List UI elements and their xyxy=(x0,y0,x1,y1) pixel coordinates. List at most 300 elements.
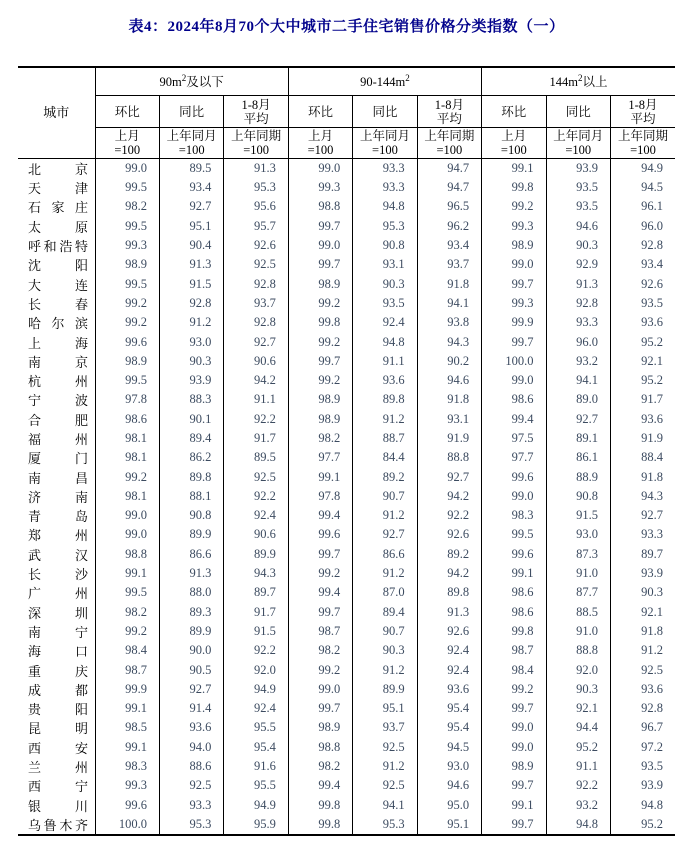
value-cell: 94.8 xyxy=(353,197,417,216)
value-cell: 94.7 xyxy=(417,159,481,179)
value-cell: 87.7 xyxy=(546,583,610,602)
city-cell xyxy=(18,545,95,564)
value-cell: 91.5 xyxy=(546,506,610,525)
value-cell: 97.2 xyxy=(610,738,675,757)
value-cell: 93.6 xyxy=(353,371,417,390)
value-cell: 92.8 xyxy=(546,294,610,313)
value-cell: 99.6 xyxy=(95,332,159,351)
value-cell: 98.9 xyxy=(482,236,546,255)
city-name: 太原 xyxy=(28,219,88,235)
city-cell xyxy=(18,718,95,737)
value-cell: 87.3 xyxy=(546,545,610,564)
value-cell: 92.0 xyxy=(224,660,288,679)
value-cell: 92.2 xyxy=(224,487,288,506)
value-cell: 92.6 xyxy=(417,525,481,544)
value-cell: 94.9 xyxy=(224,796,288,815)
value-cell: 95.1 xyxy=(159,217,223,236)
value-cell: 99.0 xyxy=(482,371,546,390)
value-cell: 93.3 xyxy=(353,159,417,179)
value-cell: 98.1 xyxy=(95,429,159,448)
value-cell: 99.1 xyxy=(95,699,159,718)
value-cell: 91.1 xyxy=(353,352,417,371)
value-cell: 88.0 xyxy=(159,583,223,602)
value-cell: 99.5 xyxy=(95,583,159,602)
value-cell: 96.0 xyxy=(546,332,610,351)
base-header-row xyxy=(18,128,675,159)
value-cell: 93.5 xyxy=(610,757,675,776)
value-cell: 91.1 xyxy=(546,757,610,776)
value-cell: 90.8 xyxy=(159,506,223,525)
base-header-same-month: 上年同月 =100 xyxy=(546,128,610,159)
value-cell: 90.3 xyxy=(353,641,417,660)
city-name: 合肥 xyxy=(28,412,88,428)
value-cell: 92.7 xyxy=(224,332,288,351)
value-cell: 98.2 xyxy=(288,757,352,776)
value-cell: 90.0 xyxy=(159,641,223,660)
city-name: 呼和浩特 xyxy=(28,239,88,255)
value-cell: 89.4 xyxy=(353,603,417,622)
value-cell: 90.4 xyxy=(159,236,223,255)
value-cell: 90.3 xyxy=(546,680,610,699)
value-cell: 99.2 xyxy=(95,467,159,486)
value-cell: 98.2 xyxy=(288,641,352,660)
value-cell: 94.3 xyxy=(417,332,481,351)
value-cell: 90.3 xyxy=(353,274,417,293)
city-column-header: 城市 xyxy=(18,67,95,159)
value-cell: 87.0 xyxy=(353,583,417,602)
value-cell: 92.8 xyxy=(610,236,675,255)
city-cell xyxy=(18,255,95,274)
value-cell: 92.5 xyxy=(159,776,223,795)
table-row xyxy=(18,796,675,815)
value-cell: 92.5 xyxy=(353,738,417,757)
value-cell: 94.4 xyxy=(546,718,610,737)
value-cell: 99.2 xyxy=(288,332,352,351)
value-cell: 99.7 xyxy=(288,603,352,622)
value-cell: 99.8 xyxy=(288,313,352,332)
city-name: 成都 xyxy=(28,682,88,698)
value-cell: 98.3 xyxy=(482,506,546,525)
value-cell: 97.5 xyxy=(482,429,546,448)
table-row xyxy=(18,738,675,757)
value-cell: 99.6 xyxy=(288,525,352,544)
value-cell: 89.4 xyxy=(159,429,223,448)
value-cell: 93.5 xyxy=(353,294,417,313)
value-cell: 99.7 xyxy=(482,332,546,351)
value-cell: 99.7 xyxy=(288,255,352,274)
value-cell: 91.1 xyxy=(224,390,288,409)
value-cell: 94.2 xyxy=(417,487,481,506)
value-cell: 93.5 xyxy=(546,178,610,197)
value-cell: 93.6 xyxy=(159,718,223,737)
value-cell: 92.8 xyxy=(224,274,288,293)
city-name: 石家庄 xyxy=(28,200,88,216)
value-cell: 91.2 xyxy=(610,641,675,660)
city-name: 长春 xyxy=(28,296,88,312)
value-cell: 98.9 xyxy=(288,390,352,409)
value-cell: 86.6 xyxy=(159,545,223,564)
value-cell: 94.1 xyxy=(546,371,610,390)
value-cell: 92.4 xyxy=(353,313,417,332)
value-cell: 99.2 xyxy=(288,660,352,679)
value-cell: 94.0 xyxy=(159,738,223,757)
city-cell xyxy=(18,641,95,660)
value-cell: 91.3 xyxy=(159,564,223,583)
value-cell: 99.8 xyxy=(482,178,546,197)
value-cell: 99.4 xyxy=(288,506,352,525)
value-cell: 94.6 xyxy=(546,217,610,236)
value-cell: 96.2 xyxy=(417,217,481,236)
value-cell: 90.6 xyxy=(224,352,288,371)
value-cell: 99.2 xyxy=(95,313,159,332)
value-cell: 99.2 xyxy=(482,197,546,216)
city-name: 上海 xyxy=(28,335,88,351)
value-cell: 99.7 xyxy=(288,545,352,564)
value-cell: 89.8 xyxy=(417,583,481,602)
table-row xyxy=(18,332,675,351)
value-cell: 92.7 xyxy=(546,410,610,429)
value-cell: 93.3 xyxy=(546,313,610,332)
table-row xyxy=(18,352,675,371)
value-cell: 95.4 xyxy=(417,699,481,718)
value-cell: 98.2 xyxy=(95,197,159,216)
value-cell: 92.5 xyxy=(224,467,288,486)
value-cell: 99.0 xyxy=(482,487,546,506)
city-cell xyxy=(18,332,95,351)
value-cell: 91.2 xyxy=(353,564,417,583)
value-cell: 90.2 xyxy=(417,352,481,371)
value-cell: 91.2 xyxy=(353,660,417,679)
value-cell: 94.5 xyxy=(610,178,675,197)
value-cell: 93.4 xyxy=(159,178,223,197)
value-cell: 99.1 xyxy=(482,796,546,815)
value-cell: 91.2 xyxy=(353,410,417,429)
value-cell: 90.3 xyxy=(546,236,610,255)
city-name: 沈阳 xyxy=(28,258,88,274)
table-row xyxy=(18,603,675,622)
value-cell: 99.3 xyxy=(482,217,546,236)
col-group-144-above: $144m^2$以上 xyxy=(482,67,675,96)
value-cell: 95.2 xyxy=(610,332,675,351)
value-cell: 92.2 xyxy=(546,776,610,795)
value-cell: 89.7 xyxy=(610,545,675,564)
city-name: 西安 xyxy=(28,740,88,756)
value-cell: 98.9 xyxy=(288,410,352,429)
value-cell: 99.5 xyxy=(95,274,159,293)
value-cell: 92.4 xyxy=(417,660,481,679)
value-cell: 97.8 xyxy=(95,390,159,409)
table-row xyxy=(18,274,675,293)
value-cell: 99.1 xyxy=(482,159,546,179)
value-cell: 99.6 xyxy=(482,467,546,486)
value-cell: 93.2 xyxy=(546,796,610,815)
value-cell: 90.7 xyxy=(353,622,417,641)
value-cell: 84.4 xyxy=(353,448,417,467)
value-cell: 94.7 xyxy=(417,178,481,197)
value-cell: 95.0 xyxy=(417,796,481,815)
sub-header-yoy: 同比 xyxy=(546,96,610,128)
sub-header-yoy: 同比 xyxy=(159,96,223,128)
value-cell: 91.3 xyxy=(224,159,288,179)
city-name: 深圳 xyxy=(28,605,88,621)
city-cell xyxy=(18,564,95,583)
value-cell: 95.3 xyxy=(353,217,417,236)
value-cell: 96.0 xyxy=(610,217,675,236)
value-cell: 88.1 xyxy=(159,487,223,506)
value-cell: 93.6 xyxy=(417,680,481,699)
value-cell: 93.9 xyxy=(546,159,610,179)
value-cell: 95.6 xyxy=(224,197,288,216)
value-cell: 99.2 xyxy=(482,680,546,699)
value-cell: 91.8 xyxy=(610,467,675,486)
value-cell: 97.7 xyxy=(482,448,546,467)
value-cell: 89.9 xyxy=(224,545,288,564)
value-cell: 93.0 xyxy=(546,525,610,544)
value-cell: 90.1 xyxy=(159,410,223,429)
value-cell: 92.2 xyxy=(224,410,288,429)
value-cell: 98.9 xyxy=(95,255,159,274)
value-cell: 98.6 xyxy=(482,583,546,602)
value-cell: 95.5 xyxy=(224,776,288,795)
value-cell: 100.0 xyxy=(482,352,546,371)
value-cell: 93.9 xyxy=(610,776,675,795)
value-cell: 93.4 xyxy=(610,255,675,274)
table-row xyxy=(18,159,675,179)
price-index-table xyxy=(18,66,675,836)
sub-header-mom: 环比 xyxy=(95,96,159,128)
sub-header-avg: 1-8月 平均 xyxy=(610,96,675,128)
value-cell: 88.8 xyxy=(546,641,610,660)
value-cell: 91.3 xyxy=(417,603,481,622)
table-row xyxy=(18,371,675,390)
value-cell: 88.7 xyxy=(353,429,417,448)
sub-header-avg: 1-8月 平均 xyxy=(224,96,288,128)
value-cell: 98.4 xyxy=(482,660,546,679)
table-row xyxy=(18,583,675,602)
value-cell: 89.3 xyxy=(159,603,223,622)
value-cell: 91.2 xyxy=(353,506,417,525)
value-cell: 99.8 xyxy=(288,796,352,815)
value-cell: 99.5 xyxy=(95,371,159,390)
city-name: 广州 xyxy=(28,586,88,602)
value-cell: 98.5 xyxy=(95,718,159,737)
value-cell: 99.0 xyxy=(482,718,546,737)
page-title: 表4：2024年8月70个大中城市二手住宅销售价格分类指数（一） xyxy=(128,19,565,35)
value-cell: 89.8 xyxy=(159,467,223,486)
city-name: 海口 xyxy=(28,644,88,660)
sub-header-row xyxy=(18,96,675,128)
value-cell: 99.1 xyxy=(95,738,159,757)
group-header-row xyxy=(18,67,675,96)
city-name: 长沙 xyxy=(28,567,88,583)
city-name: 银川 xyxy=(28,798,88,814)
value-cell: 86.6 xyxy=(353,545,417,564)
table-row xyxy=(18,815,675,835)
city-cell xyxy=(18,660,95,679)
table-row xyxy=(18,622,675,641)
value-cell: 99.3 xyxy=(482,294,546,313)
value-cell: 92.8 xyxy=(610,699,675,718)
value-cell: 89.9 xyxy=(353,680,417,699)
value-cell: 93.6 xyxy=(610,680,675,699)
value-cell: 91.9 xyxy=(610,429,675,448)
city-cell xyxy=(18,583,95,602)
table-row xyxy=(18,525,675,544)
city-name: 厦门 xyxy=(28,451,88,467)
value-cell: 92.7 xyxy=(159,680,223,699)
value-cell: 92.0 xyxy=(546,660,610,679)
city-cell xyxy=(18,506,95,525)
value-cell: 99.7 xyxy=(482,699,546,718)
value-cell: 89.5 xyxy=(224,448,288,467)
city-name: 郑州 xyxy=(28,528,88,544)
value-cell: 91.5 xyxy=(159,274,223,293)
value-cell: 99.0 xyxy=(482,255,546,274)
value-cell: 99.0 xyxy=(482,738,546,757)
value-cell: 91.7 xyxy=(224,603,288,622)
table-row xyxy=(18,641,675,660)
table-row xyxy=(18,429,675,448)
table-row xyxy=(18,660,675,679)
city-name: 西宁 xyxy=(28,779,88,795)
city-name: 宁波 xyxy=(28,393,88,409)
value-cell: 99.9 xyxy=(95,680,159,699)
value-cell: 99.8 xyxy=(288,815,352,835)
value-cell: 99.6 xyxy=(482,545,546,564)
city-cell xyxy=(18,390,95,409)
value-cell: 94.9 xyxy=(224,680,288,699)
table-row xyxy=(18,255,675,274)
value-cell: 99.1 xyxy=(95,564,159,583)
value-cell: 91.9 xyxy=(417,429,481,448)
city-cell xyxy=(18,467,95,486)
value-cell: 94.9 xyxy=(610,159,675,179)
value-cell: 94.1 xyxy=(353,796,417,815)
city-cell xyxy=(18,738,95,757)
city-cell xyxy=(18,525,95,544)
city-name: 南宁 xyxy=(28,624,88,640)
city-cell xyxy=(18,776,95,795)
value-cell: 92.1 xyxy=(610,603,675,622)
city-cell xyxy=(18,197,95,216)
table-row xyxy=(18,236,675,255)
value-cell: 99.6 xyxy=(95,796,159,815)
value-cell: 93.5 xyxy=(546,197,610,216)
value-cell: 92.4 xyxy=(417,641,481,660)
city-name: 北京 xyxy=(28,162,88,177)
base-header-prev-month: 上月 =100 xyxy=(95,128,159,159)
table-row xyxy=(18,680,675,699)
city-cell xyxy=(18,680,95,699)
value-cell: 88.4 xyxy=(610,448,675,467)
value-cell: 99.3 xyxy=(288,178,352,197)
value-cell: 89.0 xyxy=(546,390,610,409)
base-header-same-month: 上年同月 =100 xyxy=(353,128,417,159)
value-cell: 95.3 xyxy=(224,178,288,197)
value-cell: 93.3 xyxy=(159,796,223,815)
value-cell: 97.7 xyxy=(288,448,352,467)
value-cell: 99.2 xyxy=(288,371,352,390)
value-cell: 90.6 xyxy=(224,525,288,544)
value-cell: 98.1 xyxy=(95,448,159,467)
value-cell: 95.1 xyxy=(417,815,481,835)
value-cell: 92.1 xyxy=(546,699,610,718)
table-row xyxy=(18,545,675,564)
table-row xyxy=(18,467,675,486)
table-row xyxy=(18,448,675,467)
value-cell: 98.9 xyxy=(482,757,546,776)
value-cell: 89.2 xyxy=(353,467,417,486)
value-cell: 92.7 xyxy=(417,467,481,486)
value-cell: 98.8 xyxy=(288,197,352,216)
city-cell xyxy=(18,796,95,815)
value-cell: 89.2 xyxy=(417,545,481,564)
value-cell: 89.5 xyxy=(159,159,223,179)
city-name: 乌鲁木齐 xyxy=(28,817,88,833)
city-name: 昆明 xyxy=(28,721,88,737)
city-cell xyxy=(18,429,95,448)
city-name: 南昌 xyxy=(28,470,88,486)
table-row xyxy=(18,217,675,236)
value-cell: 93.3 xyxy=(353,178,417,197)
value-cell: 86.2 xyxy=(159,448,223,467)
value-cell: 95.4 xyxy=(224,738,288,757)
value-cell: 91.6 xyxy=(224,757,288,776)
city-name: 哈尔滨 xyxy=(28,316,88,332)
table-row xyxy=(18,699,675,718)
value-cell: 90.8 xyxy=(546,487,610,506)
value-cell: 94.2 xyxy=(224,371,288,390)
value-cell: 92.2 xyxy=(224,641,288,660)
value-cell: 96.5 xyxy=(417,197,481,216)
value-cell: 88.9 xyxy=(546,467,610,486)
value-cell: 99.9 xyxy=(482,313,546,332)
value-cell: 99.0 xyxy=(95,159,159,179)
city-name: 兰州 xyxy=(28,760,88,776)
value-cell: 98.1 xyxy=(95,487,159,506)
city-cell xyxy=(18,371,95,390)
base-header-prev-month: 上月 =100 xyxy=(288,128,352,159)
table-row xyxy=(18,294,675,313)
table-row xyxy=(18,313,675,332)
sub-header-avg: 1-8月 平均 xyxy=(417,96,481,128)
value-cell: 88.5 xyxy=(546,603,610,622)
value-cell: 99.1 xyxy=(482,564,546,583)
city-name: 福州 xyxy=(28,432,88,447)
city-cell xyxy=(18,757,95,776)
value-cell: 93.1 xyxy=(417,410,481,429)
value-cell: 95.2 xyxy=(546,738,610,757)
city-cell xyxy=(18,487,95,506)
value-cell: 91.0 xyxy=(546,622,610,641)
value-cell: 91.2 xyxy=(353,757,417,776)
table-row xyxy=(18,390,675,409)
value-cell: 94.1 xyxy=(417,294,481,313)
value-cell: 98.6 xyxy=(482,390,546,409)
city-name: 重庆 xyxy=(28,663,88,679)
table-row xyxy=(18,487,675,506)
value-cell: 99.4 xyxy=(288,583,352,602)
value-cell: 99.7 xyxy=(288,352,352,371)
value-cell: 93.0 xyxy=(159,332,223,351)
value-cell: 93.6 xyxy=(610,313,675,332)
value-cell: 93.2 xyxy=(546,352,610,371)
value-cell: 95.7 xyxy=(224,217,288,236)
value-cell: 98.8 xyxy=(288,738,352,757)
base-header-same-period: 上年同期 =100 xyxy=(417,128,481,159)
value-cell: 99.7 xyxy=(482,776,546,795)
value-cell: 99.3 xyxy=(95,236,159,255)
